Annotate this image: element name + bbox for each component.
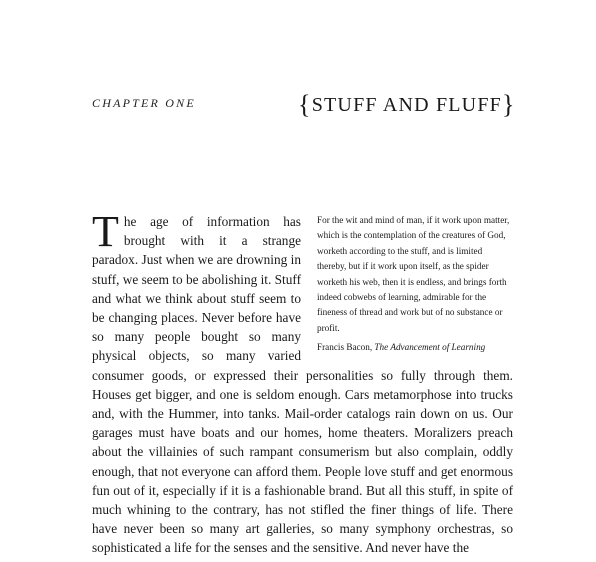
- body-paragraph: he age of information has brought with it a strange paradox. Just when we are drowning in stuff, we seem to be abolishing it. Stuff and what we think about stuff seem to be changing places. Never before have so many people bought so many physical objects, so many varied consumer goods, or expressed their personalities so fully through them. Houses get bigger, and one is seldom enough. Cars metamorphose into trucks and, with the Hummer, into tanks. Mail-order catalogs rain down on us. Our garages must have boats and our homes, home theaters. Moralizers preach about the villainies of such rampant consumerism but also complain, oddly enough, that not everyone can afford them. People love stuff and get enormous fun out of it, especially if it is a fashionable brand. But all this stuff, in spite of much whining to the contrary, has not stifled the finer things of life. There have never been so many art galleries, so many symphony orchestras, so sophisticated a life for the senses and the sensitive. And never have the: [92, 214, 513, 556]
- epigraph-work-title: The Advancement of Learning: [374, 342, 486, 353]
- title-close-brace: }: [501, 90, 516, 119]
- epigraph-quote: For the wit and mind of man, if it work upon matter, which is the contemplation of the creatures of God, worketh according to the stuff, and is limited thereby, but if it work upon itself, as the spider worketh his web, then it is endless, and brings forth indeed cobwebs of learning, admirable for the fineness of thread and work but of no substance or profit.: [317, 215, 510, 333]
- drop-cap: T: [92, 207, 119, 256]
- epigraph: [317, 212, 513, 356]
- epigraph-author: Francis Bacon,: [317, 342, 373, 353]
- title-open-brace: {: [298, 90, 312, 119]
- chapter-title: [298, 88, 516, 118]
- epigraph-attribution: [317, 340, 513, 355]
- chapter-label: CHAPTER ONE: [92, 96, 196, 110]
- chapter-title-text: STUFF AND FLUFF: [311, 94, 502, 116]
- body-text: [92, 207, 513, 558]
